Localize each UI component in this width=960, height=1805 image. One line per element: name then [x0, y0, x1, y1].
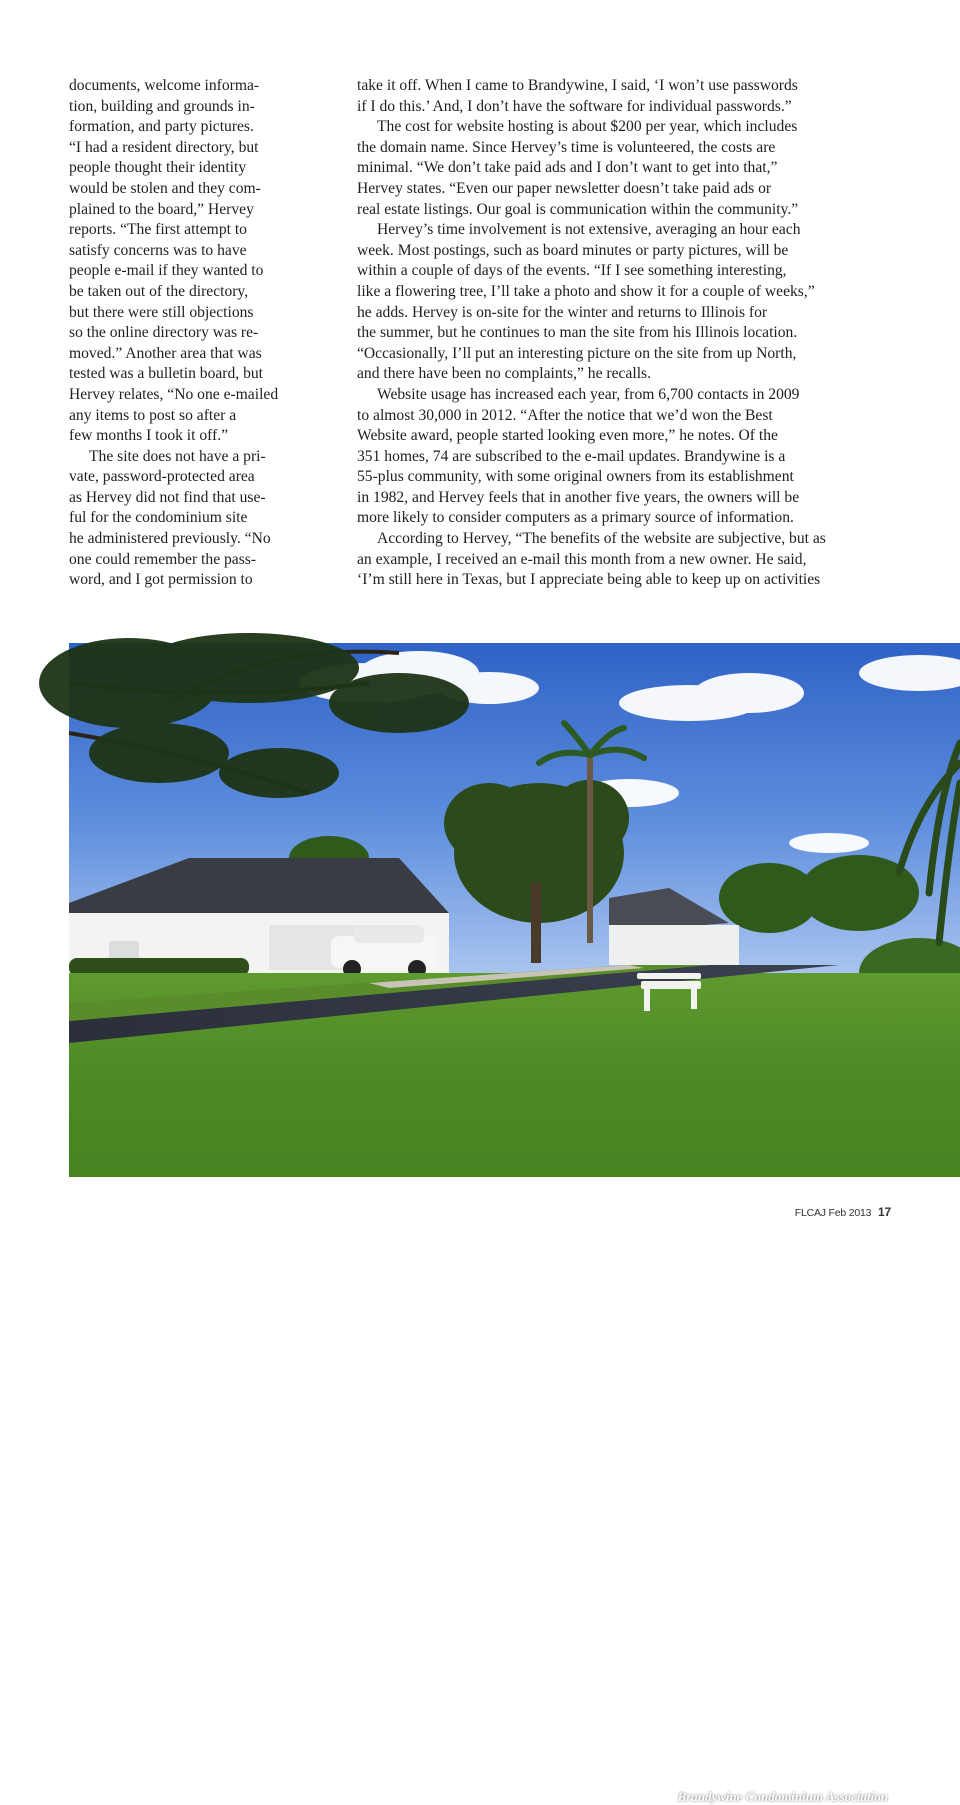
page-number: 17: [878, 1205, 891, 1219]
publication-name: FLCAJ: [794, 1207, 826, 1219]
page-footer: [795, 1205, 891, 1219]
issue-date: Feb 2013: [828, 1207, 872, 1219]
paragraph: Hervey’s time involvement is not extensive, averaging an hour each week. Most postings, such as board minutes or party pictures, will be within a couple of days of the events. “If I see something interesting, like a flowering tree, I’ll take a photo and show it for a couple of weeks,” he adds. Hervey is on-site for the winter and returns to Illinois for the summer, but he continues to man the site from his Illinois location. “Occasionally, I’ll put an interesting picture on the site from up North, and there have been no complaints,” he recalls.: [357, 221, 815, 383]
street-scene-illustration: [69, 643, 960, 1177]
paragraph: Website usage has increased each year, from 6,700 contacts in 2009 to almost 30,000 in 2012. “After the notice that we’d won the Best Website award, people started looking even more,” he notes. Of the 351 homes, 74 are subscribed to the e-mail updates. Brandywine is a 55-plus community, with some original owners from its establishment in 1982, and Hervey feels that in another five years, the owners will be more likely to consider computers as a primary source of information.: [357, 385, 800, 527]
paragraph: take it off. When I came to Brandywine, I said, ‘I won’t use passwords if I do this.’ And, I don’t have the software for individual passwords.”: [357, 77, 798, 115]
paragraph: The site does not have a pri- vate, password-protected area as Hervey did not find that use- ful for the condominium site he administered previously. “No one could remember the pass- word, and I got permission to: [69, 447, 271, 589]
paragraph: documents, welcome informa- tion, building and grounds in- formation, and party pictures. “I had a resident directory, but people thought their identity would be stolen and they com- plained to the board,” Hervey reports. “The first attempt to satisfy concerns was to have people e-mail if they wanted to be taken out of the directory, but there were still objections so the online directory was re- moved.” Another area that was tested was a bulletin board, but Hervey relates, “No one e-mailed any items to post so after a few months I took it off.”: [69, 77, 279, 445]
paragraph: According to Hervey, “The benefits of the website are subjective, but as an example, I received an e-mail this month from a new owner. He said, ‘I’m still here in Texas, but I appreciate being able to keep up on activities: [357, 530, 826, 589]
photo-caption: Brandywine Condominium Association: [677, 1789, 888, 1804]
right-text-column: [357, 76, 877, 591]
paragraph: The cost for website hosting is about $200 per year, which includes the domain name. Since Hervey’s time is volunteered, the costs are minimal. “We don’t take paid ads and I don’t want to get into that,” Hervey states. “Even our paper newsletter doesn’t take paid ads or real estate listings. Our goal is communication within the community.”: [357, 118, 799, 218]
left-text-column: [69, 76, 294, 591]
